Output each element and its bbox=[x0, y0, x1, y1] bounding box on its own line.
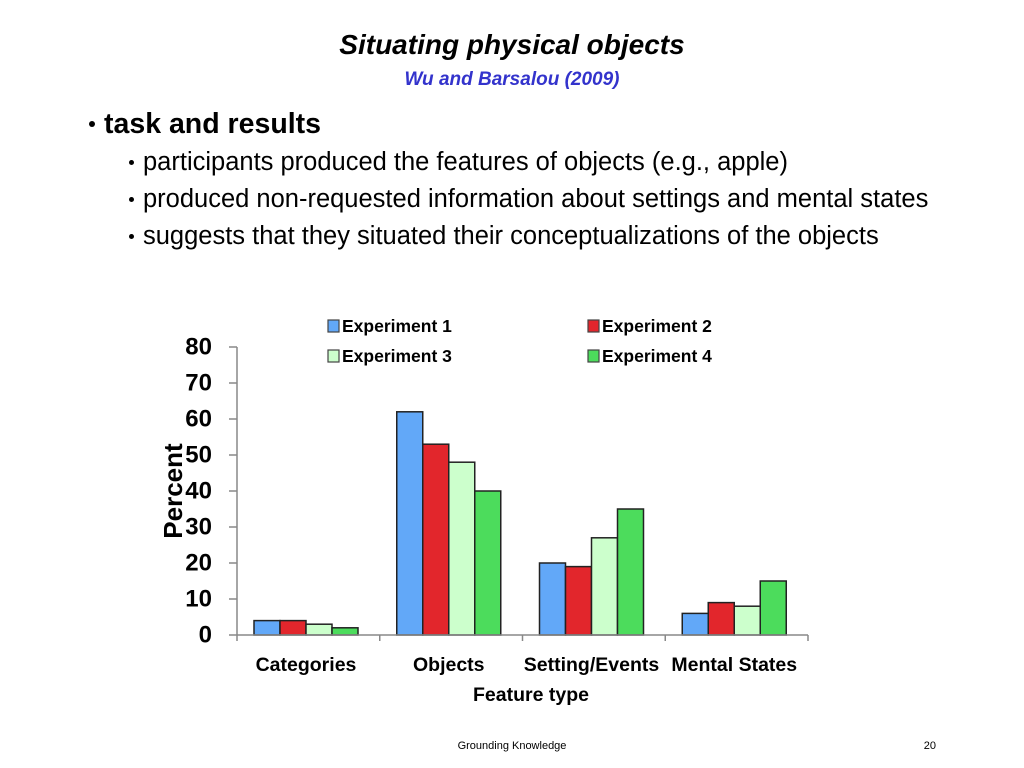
slide-subtitle: Wu and Barsalou (2009) bbox=[404, 69, 620, 90]
x-axis-title: Feature type bbox=[473, 684, 589, 706]
y-tick-label: 60 bbox=[185, 405, 212, 433]
bar-experiment-2-mental-states bbox=[708, 603, 734, 635]
bullet-icon bbox=[89, 121, 95, 127]
bar-experiment-4-categories bbox=[332, 628, 358, 635]
slide-title: Situating physical objects bbox=[339, 29, 685, 60]
bullet-item bbox=[129, 221, 879, 251]
bar-experiment-1-categories bbox=[254, 621, 280, 635]
bar-experiment-4-setting-events bbox=[618, 509, 644, 635]
y-tick-label: 70 bbox=[185, 369, 212, 397]
bullet-item-text: suggests that they situated their conceptualizations of the objects bbox=[143, 222, 879, 250]
bar-experiment-4-mental-states bbox=[760, 581, 786, 635]
bullet-icon bbox=[129, 197, 134, 202]
legend-label-experiment-2: Experiment 2 bbox=[602, 316, 712, 336]
y-tick-label: 40 bbox=[185, 477, 212, 505]
x-category-label-mental-states: Mental States bbox=[671, 654, 798, 676]
bullet-heading bbox=[89, 107, 321, 141]
bar-experiment-3-categories bbox=[306, 624, 332, 635]
y-tick-label: 0 bbox=[198, 621, 212, 649]
bar-experiment-1-mental-states bbox=[682, 613, 708, 635]
bar-experiment-3-setting-events bbox=[592, 538, 618, 635]
bar-experiment-2-objects bbox=[423, 444, 449, 635]
y-tick-label: 80 bbox=[185, 333, 212, 361]
legend-label-experiment-1: Experiment 1 bbox=[342, 316, 452, 336]
bullet-item-text: produced non-requested information about settings and mental states bbox=[143, 185, 929, 213]
legend-swatch-experiment-1 bbox=[328, 320, 339, 332]
bullet-icon bbox=[129, 234, 134, 239]
bullet-heading-text: task and results bbox=[104, 108, 322, 140]
bar-experiment-4-objects bbox=[475, 491, 501, 635]
legend-swatch-experiment-2 bbox=[588, 320, 599, 332]
y-axis-title: Percent bbox=[158, 443, 188, 539]
x-category-label-objects: Objects bbox=[412, 654, 485, 676]
bar-chart bbox=[0, 290, 1024, 720]
x-category-label-categories: Categories bbox=[255, 654, 357, 676]
bullet-item-text: participants produced the features of objects (e.g., apple) bbox=[143, 148, 788, 176]
y-tick-label: 50 bbox=[185, 441, 212, 469]
bar-experiment-2-categories bbox=[280, 621, 306, 635]
x-category-label-setting-events: Setting/Events bbox=[523, 654, 660, 676]
bullet-item bbox=[129, 184, 928, 214]
legend-swatch-experiment-3 bbox=[328, 350, 339, 362]
bar-experiment-2-setting-events bbox=[566, 567, 592, 635]
y-tick-label: 20 bbox=[185, 549, 212, 577]
legend-label-experiment-4: Experiment 4 bbox=[602, 346, 712, 366]
bar-experiment-1-objects bbox=[397, 412, 423, 635]
footer-title: Grounding Knowledge bbox=[457, 740, 567, 752]
legend-swatch-experiment-4 bbox=[588, 350, 599, 362]
bullet-item bbox=[129, 147, 788, 177]
page-number: 20 bbox=[923, 740, 936, 752]
y-tick-label: 10 bbox=[185, 585, 212, 613]
bullet-icon bbox=[129, 160, 134, 165]
legend-label-experiment-3: Experiment 3 bbox=[342, 346, 452, 366]
bar-experiment-3-mental-states bbox=[734, 606, 760, 635]
bar-experiment-3-objects bbox=[449, 462, 475, 635]
bar-experiment-1-setting-events bbox=[540, 563, 566, 635]
y-tick-label: 30 bbox=[185, 513, 212, 541]
